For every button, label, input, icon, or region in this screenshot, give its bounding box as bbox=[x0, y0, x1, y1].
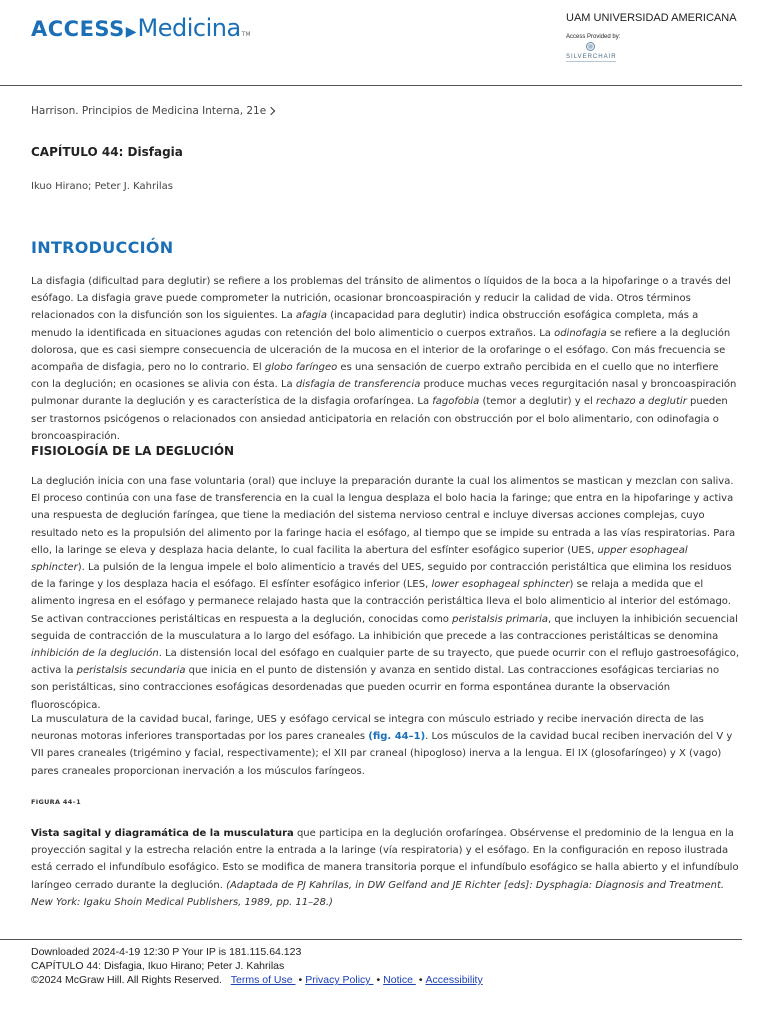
privacy-link[interactable]: Privacy Policy bbox=[305, 974, 374, 986]
breadcrumb-book-link[interactable]: Harrison. Principios de Medicina Interna, 21e bbox=[31, 105, 267, 117]
logo-access-text: ACCESS bbox=[31, 17, 125, 41]
footer-separator: • bbox=[418, 974, 423, 986]
section-heading-intro: INTRODUCCIÓN bbox=[31, 238, 174, 257]
header-divider bbox=[0, 85, 742, 86]
figure-link[interactable]: (fig. 44–1) bbox=[368, 731, 426, 743]
footer-chapter-info: CAPÍTULO 44: Disfagia, Ikuo Hirano; Peter J. Kahrilas bbox=[31, 960, 285, 972]
footer-divider bbox=[0, 939, 742, 940]
paragraph-intro: La disfagia (dificultad para deglutir) se refiere a los problemas del tránsito de alimentos o líquidos de la boca a la hipofaringe o a través del esófago. La disfagia grave puede comprometer la nutrición, ocasionar broncoaspiración y reducir la calidad de vida. Otros términos relacionados con la disfunción son los siguientes. La afagia (incapacidad para deglutir) indica obstrucción esofágica completa, más a menudo la identificada en situaciones agudas con retención del bolo alimenticio o cuerpos extraños. La odinofagia se refiere a la deglución dolorosa, que es casi siempre consecuencia de ulceración de la mucosa en el interior de la orofaringe o el esófago. Con más frecuencia se acompaña de disfagia, pero no lo contrario. El globo faríngeo es una sensación de cuerpo extraño percibida en el cuello que no interfiere con la deglución; en ocasiones se alivia con ésta. La disfagia de transferencia produce muchas veces regurgitación nasal y broncoaspiración pulmonar durante la deglución y es característica de la disfagia orofaríngea. La fagofobia (temor a deglutir) y el rechazo a deglutir pueden ser trastornos psicógenos o relacionados con ansiedad anticipatoria en relación con obstrucción por el bolo alimentario, con odinofagia o broncoaspiración. bbox=[31, 276, 737, 442]
footer-separator: • bbox=[376, 974, 381, 986]
footer-copyright: ©2024 McGraw Hill. All Rights Reserved. bbox=[31, 974, 222, 986]
figure-label: FIGURA 44–1 bbox=[31, 798, 81, 806]
institution-name: UAM UNIVERSIDAD AMERICANA bbox=[566, 12, 737, 24]
provider-name: SILVERCHAIR bbox=[566, 54, 617, 60]
accessmedicina-logo[interactable] bbox=[31, 14, 251, 48]
breadcrumb bbox=[31, 105, 274, 117]
section-heading-fisiologia: FISIOLOGÍA DE LA DEGLUCIÓN bbox=[31, 444, 235, 458]
chapter-title: CAPÍTULO 44: Disfagia bbox=[31, 145, 183, 159]
paragraph-fisiologia-2: La musculatura de la cavidad bucal, faringe, UES y esófago cervical se integra con músculo estriado y recibe inervación directa de las neuronas motoras inferiores transportadas por los pares craneales (fig. 44–1). Los músculos de la cavidad bucal reciben inervación del V y VII pares craneales (trigémino y facial, respectivamente); el XII par craneal (hipogloso) inerva a la lengua. El IX (glosofaríngeo) y X (vago) pares craneales proporcionan inervación a los músculos faríngeos. bbox=[31, 714, 733, 777]
accessibility-link[interactable]: Accessibility bbox=[425, 974, 483, 986]
figure-caption: Vista sagital y diagramática de la musculatura que participa en la deglución orofaríngea. Obsérvense el predominio de la lengua en la proyección sagital y la estrecha relación entre la entrada a la laringe (vía respiratoria) y el esófago. En la configuración en reposo ilustrada está cerrado el infundíbulo esofágico. Esto se modifica de manera transitoria porque el infundíbulo esofágico se halla abierto y el infundíbulo laríngeo cerrado durante la deglución. (Adaptada de PJ Kahrilas, in DW Gelfand and JE Richter [eds]: Dysphagia: Diagnosis and Treatment. New York: Igaku Shoin Medical Publishers, 1989, pp. 11–28.) bbox=[31, 828, 739, 908]
logo-tm: TM bbox=[241, 31, 251, 38]
paragraph-fisiologia-1: La deglución inicia con una fase voluntaria (oral) que incluye la preparación durante la cual los alimentos se mastican y mezclan con saliva. El proceso continúa con una fase de transferencia en la cual la lengua desplaza el bolo hacia la faringe; que entra en la hipofaringe y activa una respuesta de deglución faríngea, que tiene la mediación del sistema nervioso central e incluye diversas acciones complejas, cuyo resultado neto es la propulsión del alimento por la faringe hacia el esófago, al tiempo que se impide su entrada a las vías respiratorias. Para ello, la laringe se eleva y desplaza hacia delante, lo cual facilita la abertura del esfínter esofágico superior (UES, upper esophageal sphincter). La pulsión de la lengua impele el bolo alimenticio a través del UES, seguido por contracción peristáltica que elimina los residuos de la faringe y los desplaza hacia el esófago. El esfínter esofágico inferior (LES, lower esophageal sphincter) se relaja a medida que el alimento ingresa en el esófago y permanece relajado hasta que la contracción peristáltica lleva el bolo alimenticio al interior del estómago. Se activan contracciones peristálticas en respuesta a la deglución, conocidas como peristalsis primaria, que incluyen la inhibición secuencial seguida de contracción de la musculatura a lo largo del esófago. La inhibición que precede a las contracciones peristálticas se denomina inhibición de la deglución. La distensión local del esófago en cualquier parte de su trayecto, que puede ocurrir con el reflujo gastroesofágico, activa la peristalsis secundaria que inicia en el punto de distensión y avanza en sentido distal. Las contracciones esofágicas terciarias no son peristálticas, sino contracciones esofágicas desordenadas que pueden ocurrir en forma espontánea durante la observación fluoroscópica. bbox=[31, 476, 740, 711]
chapter-authors: Ikuo Hirano; Peter J. Kahrilas bbox=[31, 181, 173, 192]
logo-medicina-text: Medicina bbox=[137, 14, 241, 42]
silverchair-icon bbox=[586, 42, 595, 51]
logo-arrow-icon: ▶ bbox=[125, 24, 137, 40]
footer-download-info: Downloaded 2024-4-19 12:30 P Your IP is 181.115.64.123 bbox=[31, 946, 302, 958]
footer-links-row bbox=[31, 973, 483, 987]
footer bbox=[31, 945, 483, 987]
notice-link[interactable]: Notice bbox=[383, 974, 416, 986]
access-provided-label: Access Provided by: bbox=[566, 34, 621, 40]
chevron-right-icon bbox=[267, 107, 275, 115]
footer-separator: • bbox=[298, 974, 303, 986]
provider-underline bbox=[566, 61, 616, 62]
terms-link[interactable]: Terms of Use bbox=[230, 974, 296, 986]
